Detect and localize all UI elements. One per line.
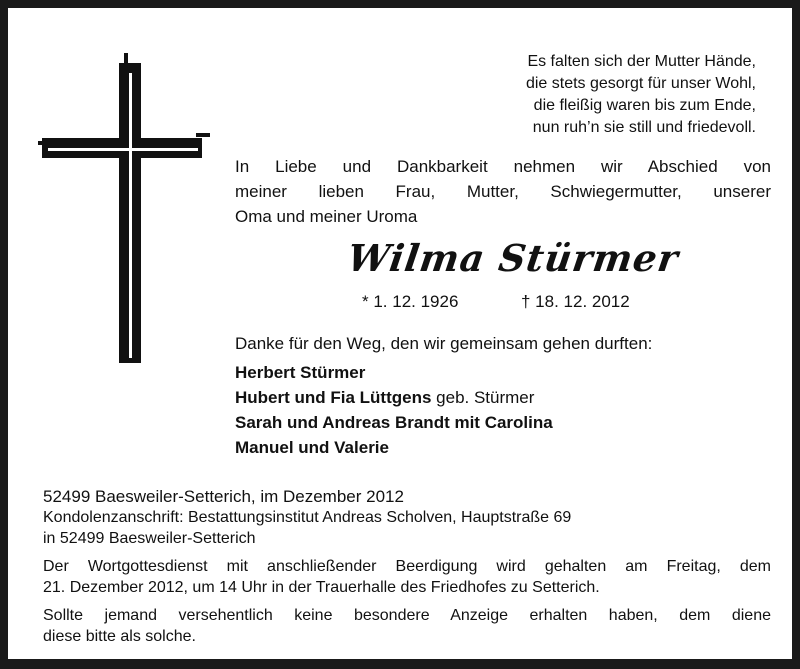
family-entry	[235, 410, 553, 435]
family-entry	[235, 360, 553, 385]
service-info: Der Wortgottesdienst mit anschließender Beerdigung wird gehalten am Freitag, dem	[43, 558, 771, 575]
family-note: geb. Stürmer	[431, 388, 535, 407]
family-name: Herbert Stürmer	[235, 363, 366, 382]
family-name: Sarah und Andreas Brandt mit Carolina	[235, 413, 553, 432]
condolence-address: in 52499 Baesweiler-Setterich	[43, 530, 256, 547]
notice-text: Sollte jemand versehentlich keine besondere Anzeige erhalten haben, dem diene	[43, 607, 771, 624]
family-entry	[235, 385, 553, 410]
poem-line: nun ruh’n sie still und friedevoll.	[532, 119, 756, 136]
footer	[43, 486, 771, 647]
family-entry	[235, 435, 553, 460]
thanks-line: Danke für den Weg, den wir gemeinsam gehen durften:	[235, 334, 653, 353]
cross-icon	[38, 53, 210, 363]
condolence-address: Kondolenzanschrift: Bestattungsinstitut Andreas Scholven, Hauptstraße 69	[43, 509, 572, 526]
deceased-name: Wilma Stürmer	[344, 236, 682, 280]
intro-line: In Liebe und Dankbarkeit nehmen wir Abschied von	[235, 157, 771, 176]
poem-line: die stets gesorgt für unser Wohl,	[525, 75, 756, 92]
family-list	[235, 360, 553, 460]
death-date: † 18. 12. 2012	[521, 292, 630, 311]
birth-date: * 1. 12. 1926	[362, 292, 459, 311]
poem-line: Es falten sich der Mutter Hände,	[527, 53, 756, 70]
place-date: 52499 Baesweiler-Setterich, im Dezember 2012	[43, 487, 404, 506]
service-info: 21. Dezember 2012, um 14 Uhr in der Trauerhalle des Friedhofes zu Setterich.	[43, 579, 600, 596]
intro-text	[235, 154, 771, 229]
family-name: Hubert und Fia Lüttgens	[235, 388, 432, 407]
notice-text: diese bitte als solche.	[43, 628, 196, 645]
poem-line: die fleißig waren bis zum Ende,	[533, 97, 756, 114]
intro-line: meiner lieben Frau, Mutter, Schwiegermutter, unserer	[235, 182, 771, 201]
poem	[526, 51, 756, 139]
intro-line: Oma und meiner Uroma	[235, 207, 418, 226]
family-name: Manuel und Valerie	[235, 438, 389, 457]
